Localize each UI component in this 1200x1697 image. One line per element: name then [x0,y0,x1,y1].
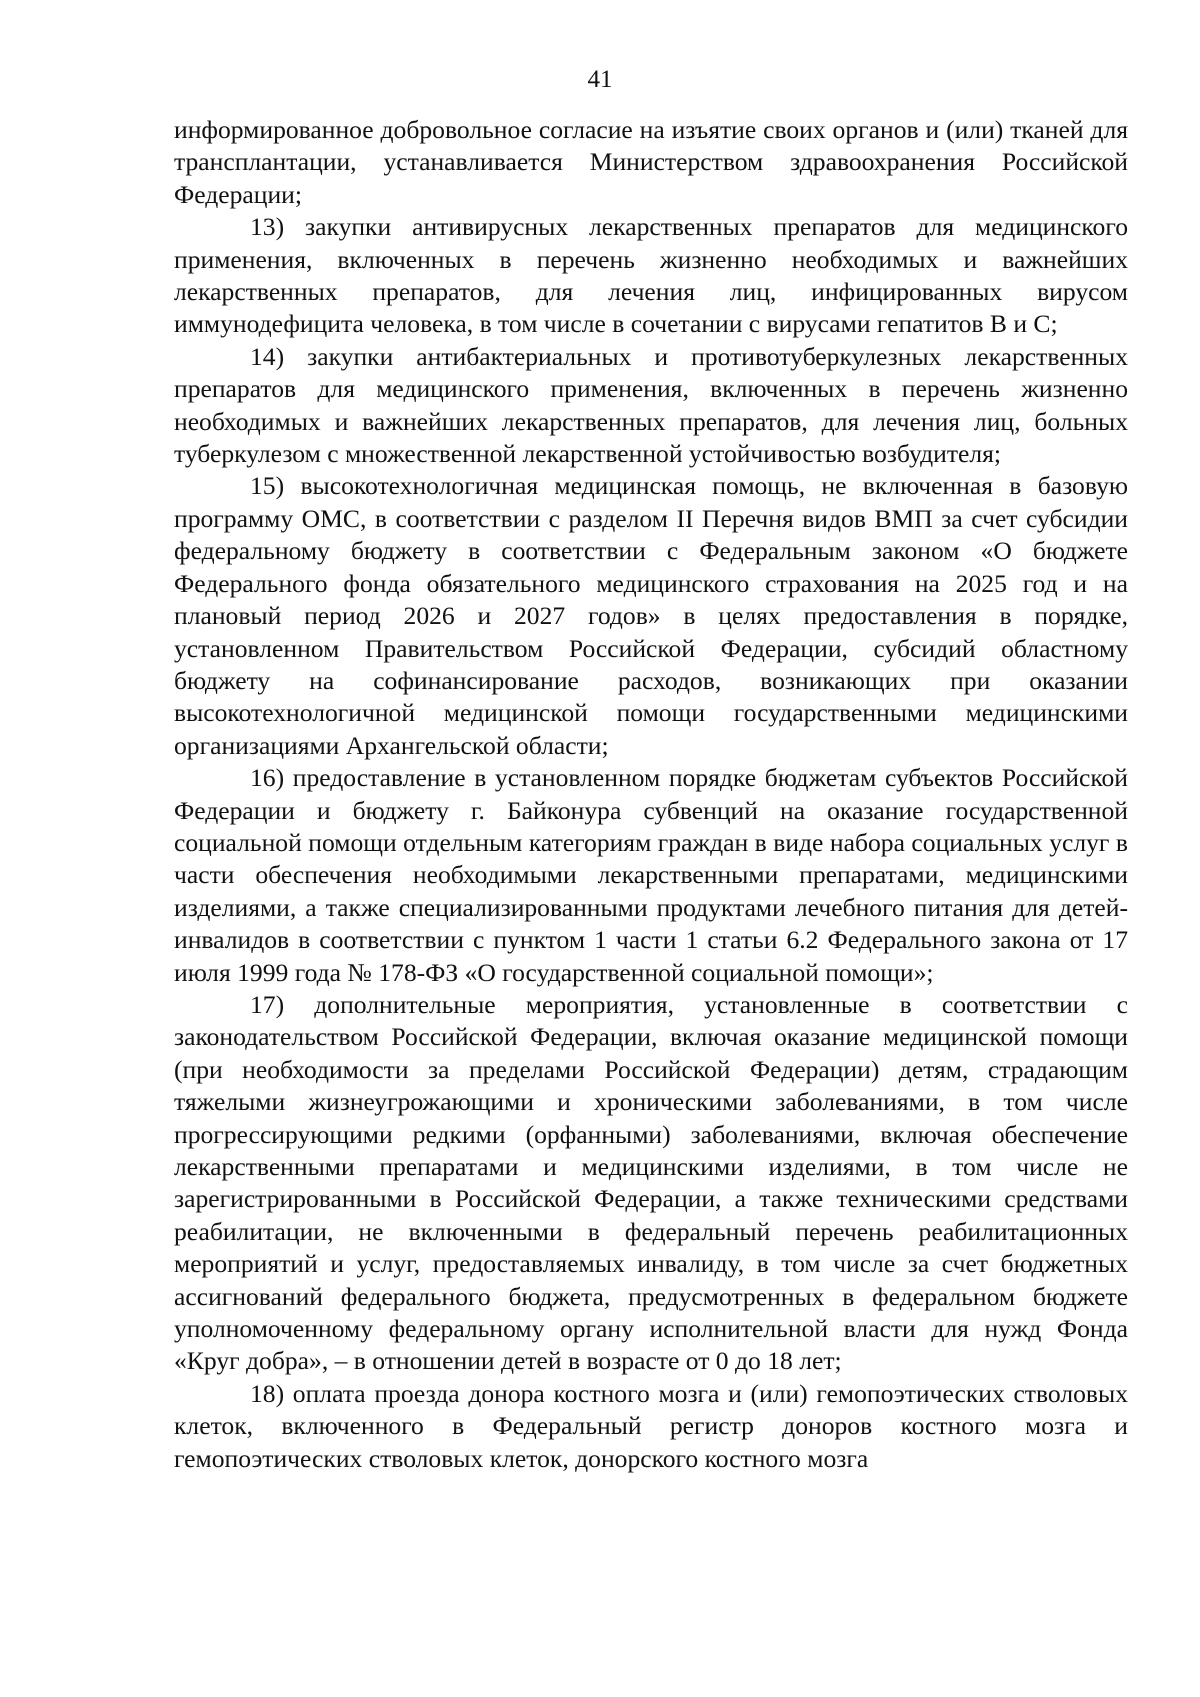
paragraph-item-13: 13) закупки антивирусных лекарственных препаратов для медицинского применения, включенных в перечень жизненно необходимых и важнейших лекарственных препаратов, для лечения лиц, инфицированных вирусом иммунодефицита человека, в том числе в сочетании с вирусами гепатитов В и С; [174,212,1128,339]
document-body [174,114,1128,1475]
page-number: 41 [587,66,613,93]
paragraph-item-18: 18) оплата проезда донора костного мозга и (или) гемопоэтических стволовых клеток, включенного в Федеральный регистр доноров костного мозга и гемопоэтических стволовых клеток, донорского костного мозга [174,1378,1128,1473]
paragraph-item-17: 17) дополнительные мероприятия, установленные в соответствии с законодательством Российской Федерации, включая оказание медицинской помощи (при необходимости за пределами Российской Федерации) детям, страдающим тяжелыми жизнеугрожающими и хроническими заболеваниями, в том числе прогрессирующими редкими (орфанными) заболеваниями, включая обеспечение лекарственными препаратами и медицинскими изделиями, в том числе не зарегистрированными в Российской Федерации, а также техническими средствами реабилитации, не включенными в федеральный перечень реабилитационных мероприятий и услуг, предоставляемых инвалиду, в том числе за счет бюджетных ассигнований федерального бюджета, предусмотренных в федеральном бюджете уполномоченному федеральному органу исполнительной власти для нужд Фонда «Круг добра», – в отношении детей в возрасте от 0 до 18 лет; [174,989,1128,1376]
paragraph-item-15: 15) высокотехнологичная медицинская помощь, не включенная в базовую программу ОМС, в соответствии с разделом II Перечня видов ВМП за счет субсидии федеральному бюджету в соответствии с Федеральным законом «О бюджете Федерального фонда обязательного медицинского страхования на 2025 год и на плановый период 2026 и 2027 годов» в целях предоставления в порядке, установленном Правительством Российской Федерации, субсидий областному бюджету на софинансирование расходов, возникающих при оказании высокотехнологичной медицинской помощи государственными медицинскими организациями Архангельской области; [174,471,1128,760]
paragraph-item-14: 14) закупки антибактериальных и противотуберкулезных лекарственных препаратов для медицинского применения, включенных в перечень жизненно необходимых и важнейших лекарственных препаратов, для лечения лиц, больных туберкулезом с множественной лекарственной устойчивостью возбудителя; [174,341,1128,469]
paragraph-continuation: информированное добровольное согласие на изъятие своих органов и (или) тканей для трансплантации, устанавливается Министерством здравоохранения Российской Федерации; [174,115,1128,209]
paragraph-item-16: 16) предоставление в установленном порядке бюджетам субъектов Российской Федерации и бюджету г. Байконура субвенций на оказание государственной социальной помощи отдельным категориям граждан в виде набора социальных услуг в части обеспечения необходимыми лекарственными препаратами, медицинскими изделиями, а также специализированными продуктами лечебного питания для детей-инвалидов в соответствии с пунктом 1 части 1 статьи 6.2 Федерального закона от 17 июля 1999 года № 178-ФЗ «О государственной социальной помощи»; [174,763,1128,987]
